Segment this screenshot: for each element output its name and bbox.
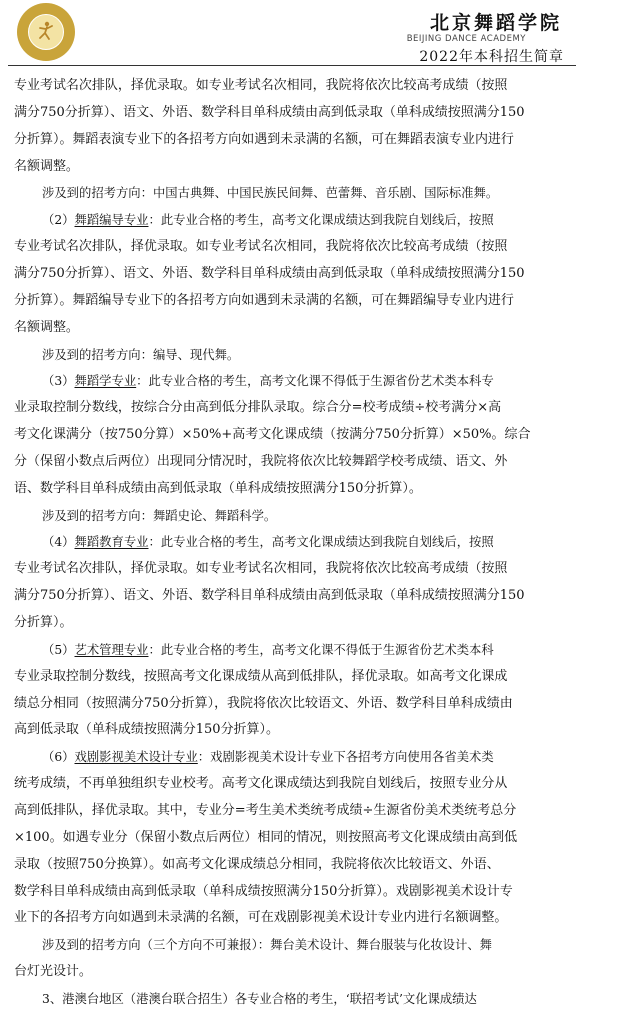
- text-line: 语、数学科目单科成绩由高到低录取（单科成绩按照满分150分折算）。: [14, 480, 422, 496]
- page-header: [0, 0, 584, 70]
- text-line: 满分750分折算）、语文、外语、数学科目单科成绩由高到低录取（单科成绩按照满分150: [14, 104, 525, 120]
- text-line: 分折算）。: [14, 615, 73, 630]
- text-line: 专业考试名次排队，择优录取。如专业考试名次相同，我院将依次比较高考成绩（按照: [14, 561, 508, 577]
- header-divider: [8, 65, 576, 66]
- text-line: 统考成绩，不再单独组织专业校考。高考文化课成绩达到我院自划线后，按照专业分从: [14, 776, 508, 792]
- text-line: （4）舞蹈教育专业：此专业合格的考生，高考文化课成绩达到我院自划线后，按照: [42, 535, 494, 550]
- text-line: 名额调整。: [14, 319, 79, 335]
- text-line: 分（保留小数点后两位）出现同分情况时，我院将依次比较舞蹈学校考成绩、语文、外: [14, 453, 508, 469]
- text-line: 台灯光设计。: [14, 964, 92, 980]
- text-line: 涉及到的招考方向：中国古典舞、中国民族民间舞、芭蕾舞、音乐剧、国际标准舞。: [42, 186, 499, 201]
- text-line: 满分750分折算）、语文、外语、数学科目单科成绩由高到低录取（单科成绩按照满分150: [14, 588, 525, 604]
- text-line: 分折算）。舞蹈编导专业下的各招考方向如遇到未录满的名额，可在舞蹈编导专业内进行: [14, 292, 514, 308]
- text-line: 绩总分相同（按照满分750分折算），我院将依次比较语文、外语、数学科目单科成绩由: [14, 695, 513, 711]
- school-name-english: BEIJING DANCE ACADEMY: [406, 34, 526, 44]
- major-name: 戏剧影视美术设计专业: [74, 750, 198, 765]
- school-seal-logo: [17, 3, 75, 61]
- document-title: 2022年本科招生简章: [419, 49, 564, 65]
- school-name: 北京舞蹈学院: [429, 12, 562, 34]
- text-line: 3、港澳台地区（港澳台联合招生）各专业合格的考生，‘联招考试’文化课成绩达: [42, 991, 477, 1006]
- dancer-icon: [34, 20, 58, 44]
- text-line: 名额调整。: [14, 158, 79, 174]
- text-line: 高到低录取（单科成绩按照满分150分折算）。: [14, 722, 279, 738]
- text-line: 专业录取控制分数线，按照高考文化课成绩从高到低排队，择优录取。如高考文化课成: [14, 668, 508, 684]
- text-line: 业下的各招考方向如遇到未录满的名额，可在戏剧影视美术设计专业内进行名额调整。: [14, 910, 508, 926]
- major-name: 舞蹈教育专业: [74, 535, 149, 550]
- text-line: （2）舞蹈编导专业：此专业合格的考生，高考文化课成绩达到我院自划线后，按照: [42, 213, 494, 228]
- text-line: 录取（按照750分换算）。如高考文化课成绩总分相同，我院将依次比较语文、外语、: [14, 856, 500, 872]
- text-line: 涉及到的招考方向：编导、现代舞。: [42, 347, 240, 362]
- text-line: （3）舞蹈学专业：此专业合格的考生，高考文化课不得低于生源省份艺术类本科专: [42, 374, 494, 389]
- text-line: 专业考试名次排队，择优录取。如专业考试名次相同，我院将依次比较高考成绩（按照: [14, 239, 508, 255]
- text-line: 数学科目单科成绩由高到低录取（单科成绩按照满分150分折算）。戏剧影视美术设计专: [14, 883, 513, 899]
- text-line: 高到低排队，择优录取。其中，专业分=考生美术类统考成绩÷生源省份美术类统考总分: [14, 802, 517, 818]
- text-line: 涉及到的招考方向（三个方向不可兼报）：舞台美术设计、舞台服装与化妆设计、舞: [42, 938, 492, 953]
- text-line: （6）戏剧影视美术设计专业：戏剧影视美术设计专业下各招考方向使用各省美术类: [42, 750, 494, 765]
- major-name: 舞蹈学专业: [74, 374, 137, 389]
- text-line: 专业考试名次排队，择优录取。如专业考试名次相同，我院将依次比较高考成绩（按照: [14, 78, 508, 93]
- text-line: ×100。如遇专业分（保留小数点后两位）相同的情况，则按照高考文化课成绩由高到低: [14, 829, 518, 845]
- text-line: 满分750分折算）、语文、外语、数学科目单科成绩由高到低录取（单科成绩按照满分150: [14, 265, 525, 281]
- major-name: 艺术管理专业: [74, 642, 149, 657]
- text-line: 业录取控制分数线，按综合分由高到低分排队录取。综合分=校考成绩÷校考满分×高: [14, 400, 502, 416]
- text-line: 考文化课满分（按750分算）×50%+高考文化课成绩（按满分750分折算）×50%。综合: [14, 427, 531, 443]
- text-line: 分折算）。舞蹈表演专业下的各招考方向如遇到未录满的名额，可在舞蹈表演专业内进行: [14, 131, 514, 147]
- text-line: （5）艺术管理专业：此专业合格的考生，高考文化课不得低于生源省份艺术类本科: [42, 642, 494, 657]
- text-line: 涉及到的招考方向：舞蹈史论、舞蹈科学。: [42, 508, 277, 523]
- major-name: 舞蹈编导专业: [74, 213, 149, 228]
